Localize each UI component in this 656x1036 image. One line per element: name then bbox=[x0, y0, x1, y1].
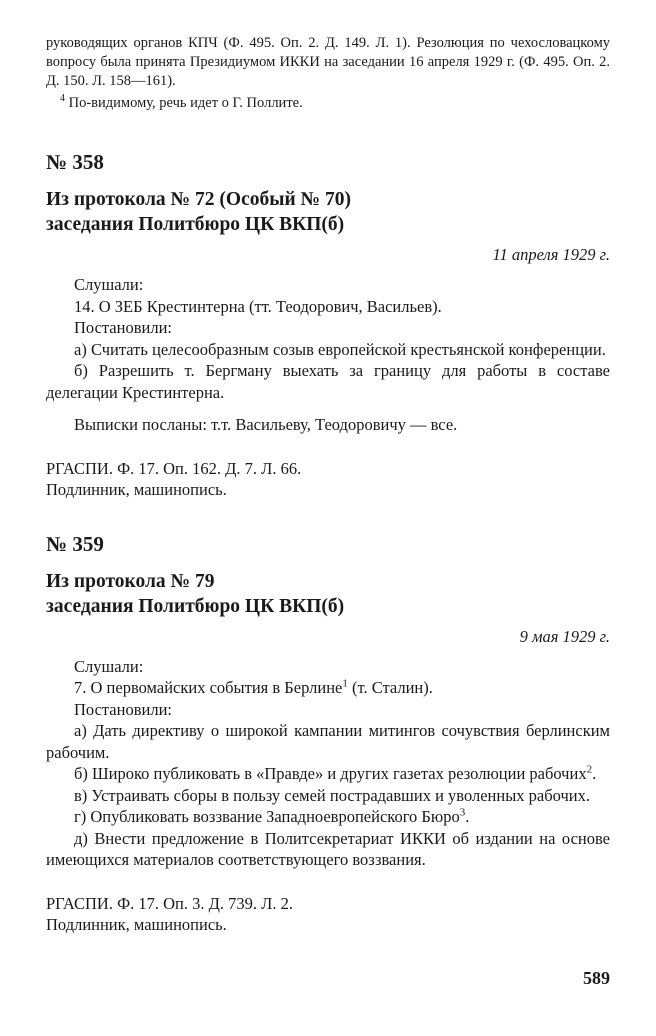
document-heading: заседания Политбюро ЦК ВКП(б) bbox=[46, 595, 345, 617]
heard-label: Слушали: bbox=[74, 275, 144, 294]
decision-item: д) Внести предложение в Политсекретариат ИККИ об издании на основе имеющихся материалов соответствующего воззвания. bbox=[46, 828, 610, 869]
page-number: 589 bbox=[583, 968, 610, 988]
extracts-sent: Выписки посланы: т.т. Васильеву, Теодоровичу — все. bbox=[74, 415, 458, 434]
original-note: Подлинник, машинопись. bbox=[46, 915, 227, 934]
decision-text: г) Опубликовать воззвание Западноевропейского Бюро bbox=[74, 807, 460, 826]
heard-item-text: (т. Сталин). bbox=[347, 678, 433, 697]
resolved-label: Постановили: bbox=[74, 699, 172, 719]
heard-item bbox=[46, 677, 610, 699]
document-heading: заседания Политбюро ЦК ВКП(б) bbox=[46, 214, 345, 235]
archive-reference: РГАСПИ. Ф. 17. Оп. 3. Д. 739. Л. 2. bbox=[46, 893, 293, 913]
document-page bbox=[46, 34, 610, 936]
footnote-ref: 2 bbox=[586, 763, 593, 776]
decision-item bbox=[46, 763, 610, 785]
footnote-ref: 1 bbox=[342, 677, 348, 690]
decision-text: б) Широко публиковать в «Правде» и других газетах резолюции рабочих bbox=[74, 764, 587, 783]
archive-reference: РГАСПИ. Ф. 17. Оп. 162. Д. 7. Л. 66. bbox=[46, 458, 302, 478]
document-number: № 358 bbox=[46, 150, 104, 174]
footnote-ref: 3 bbox=[459, 806, 466, 819]
heard-label: Слушали: bbox=[74, 656, 144, 676]
footnote-mark: 4 bbox=[60, 93, 65, 105]
decision-item: а) Считать целесообразным созыв европейской крестьянской конференции. bbox=[74, 339, 606, 359]
decision-text: . bbox=[465, 807, 470, 826]
heard-item-text: 7. О первомайских события в Берлине bbox=[74, 678, 343, 697]
resolved-label: Постановили: bbox=[74, 318, 172, 337]
decision-item: в) Устраивать сборы в пользу семей пострадавших и уволенных рабочих. bbox=[74, 785, 590, 805]
document-heading: Из протокола № 72 (Особый № 70) bbox=[46, 189, 352, 210]
footnote-text: По-видимому, речь идет о Г. Поллите. bbox=[65, 95, 303, 111]
document-date: 9 мая 1929 г. bbox=[519, 626, 610, 646]
decision-text: . bbox=[592, 764, 597, 783]
heard-item: 14. О ЗЕБ Крестинтерна (тт. Теодорович, Васильев). bbox=[74, 296, 442, 316]
original-note: Подлинник, машинопись. bbox=[46, 480, 227, 499]
footnote-4 bbox=[46, 94, 610, 113]
decision-item: а) Дать директиву о широкой кампании митингов сочувствия берлинским рабочим. bbox=[46, 721, 610, 762]
document-heading: Из протокола № 79 bbox=[46, 570, 215, 592]
document-number: № 359 bbox=[46, 531, 104, 556]
document-date: 11 апреля 1929 г. bbox=[492, 245, 610, 264]
decision-item bbox=[46, 806, 610, 828]
footnote-continuation: руководящих органов КПЧ (Ф. 495. Оп. 2. Д. 149. Л. 1). Резолюция по чехословацкому вопросу была принята Президиумом ИККИ на заседании 16 апреля 1929 г. (Ф. 495. Оп. 2. Д. 150. Л. 158—161). bbox=[46, 35, 610, 89]
decision-item: б) Разрешить т. Бергману выехать за границу для работы в составе делегации Крестинтерна. bbox=[46, 361, 610, 402]
